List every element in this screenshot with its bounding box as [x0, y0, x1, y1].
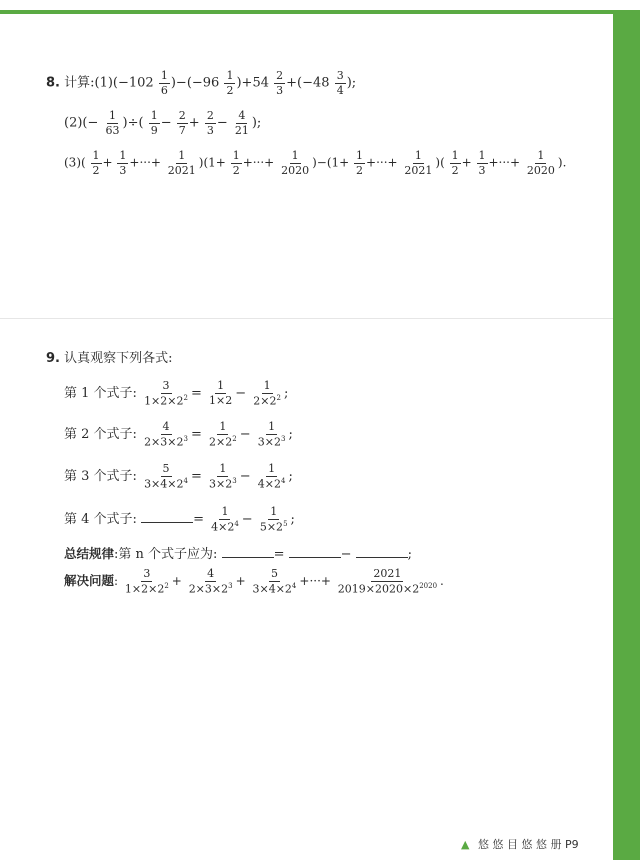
fraction: $\frac{1}{2021}$	[404, 149, 433, 177]
fraction: $\frac{4}{21}$	[234, 109, 249, 137]
fraction: $\frac{1}{4\times 2^4}$	[257, 462, 286, 491]
fraction: $\frac{5}{3\times 4\times 2^4}$	[252, 567, 297, 596]
expr-text: )(	[435, 155, 445, 170]
fraction: $\frac{2021}{2019\times 2020\times 2^{2020}}$	[337, 567, 438, 596]
fraction: $\frac{1}{2}$	[451, 149, 459, 177]
expr-text: )+54	[236, 75, 269, 91]
problem-8-intro: 计算:	[64, 75, 95, 91]
fraction: $\frac{1}{2}$	[232, 149, 240, 177]
fraction: $\frac{1}{2\times 2^2}$	[209, 420, 237, 449]
page-fold-line	[0, 318, 613, 319]
solve-row: 解决问题: $\frac{3}{1\times 2\times 2^2}$ + $\frac{4}{2\times 3\times 2^3}$ + $\frac{5}{3\times 4\times 2^4}$ +···+ $\frac{2021}{2019\times 2020\times 2^{2020}}$ .	[64, 567, 444, 596]
expr-text: +	[102, 155, 113, 170]
answer-blank[interactable]	[356, 545, 408, 558]
expr-text: )−(1+	[312, 155, 350, 170]
expr-text: )÷(	[122, 115, 144, 131]
expr-text: +	[188, 115, 200, 131]
expr-text: +···+	[488, 155, 521, 170]
problem-9-heading	[46, 352, 173, 365]
formula-row-2: 第 2 个式子: $\frac{4}{2\times 3\times 2^3}$ = $\frac{1}{2\times 2^2}$ − $\frac{1}{3\times 2^3}$ ;	[64, 420, 293, 449]
answer-blank[interactable]	[141, 510, 193, 523]
problem-8-line-3	[64, 150, 566, 176]
formula-row-3: 第 3 个式子: $\frac{5}{3\times 4\times 2^4}$ = $\frac{1}{3\times 2^3}$ − $\frac{1}{4\times 2^4}$ ;	[64, 462, 293, 491]
fraction: $\frac{2}{7}$	[178, 109, 186, 137]
fraction: $\frac{1}{2\times 2^2}$	[253, 379, 281, 408]
page-footer	[461, 836, 579, 852]
footer-text: 悠 悠 目 悠 悠 册 P9	[478, 838, 579, 851]
fraction: $\frac{2}{3}$	[206, 109, 214, 137]
fraction: $\frac{4}{2\times 3\times 2^3}$	[144, 420, 188, 449]
expr-text: )(1+	[198, 155, 226, 170]
row-label: 第 4 个式子:	[64, 511, 137, 527]
fraction: $\frac{1}{5\times 2^5}$	[259, 505, 288, 534]
expr-text: −	[160, 115, 172, 131]
fraction: $\frac{1}{6}$	[160, 69, 168, 97]
fraction: $\frac{1}{3}$	[119, 149, 127, 177]
fraction: $\frac{1}{3\times 2^3}$	[209, 462, 237, 491]
fraction: $\frac{5}{3\times 4\times 2^4}$	[144, 462, 188, 491]
summary-row: 总结规律:第 n 个式子应为: = − ;	[64, 546, 413, 562]
formula-row-4: 第 4 个式子: = $\frac{1}{4\times 2^4}$ − $\frac{1}{5\times 2^5}$ ;	[64, 505, 295, 534]
expr-text: );	[346, 75, 357, 91]
fraction: $\frac{4}{2\times 3\times 2^3}$	[188, 567, 233, 596]
problem-9-intro: 认真观察下列各式:	[64, 351, 173, 366]
fraction: $\frac{1}{2}$	[92, 149, 100, 177]
formula-row-1: 第 1 个式子: $\frac{3}{1\times 2\times 2^2}$ = $\frac{1}{1\times 2}$ − $\frac{1}{2\times 2^2}$ ;	[64, 379, 289, 408]
row-label: 第 3 个式子:	[64, 468, 137, 484]
expr-text: +···+	[366, 155, 398, 170]
row-label: 第 1 个式子:	[64, 385, 137, 401]
fraction: $\frac{1}{4\times 2^4}$	[211, 505, 239, 534]
expr-text: +···+	[129, 155, 161, 170]
right-green-border	[613, 10, 640, 860]
problem-9-number: 9.	[46, 351, 60, 366]
fraction: $\frac{1}{63}$	[105, 109, 120, 137]
fraction: $\frac{1}{1\times 2}$	[209, 379, 233, 407]
fraction: $\frac{1}{3}$	[478, 149, 486, 177]
expr-text: −	[216, 115, 228, 131]
fraction: $\frac{1}{2}$	[356, 149, 364, 177]
fraction: $\frac{2}{3}$	[276, 69, 284, 97]
expr-text: +···+	[242, 155, 275, 170]
answer-blank[interactable]	[289, 545, 341, 558]
expr-text: );	[251, 115, 262, 131]
summary-label: 总结规律	[64, 546, 115, 561]
problem-8-line-1	[46, 70, 356, 96]
summary-text: :第 n 个式子应为:	[114, 547, 218, 562]
expr-text: (3)(	[64, 155, 86, 170]
expr-text: )−(−96	[170, 75, 220, 91]
fraction: $\frac{1}{2020}$	[281, 149, 310, 177]
leaf-icon: ▲	[461, 838, 470, 851]
expr-text: (1)(−102	[94, 75, 154, 91]
answer-blank[interactable]	[222, 545, 274, 558]
fraction: $\frac{1}{3\times 2^3}$	[257, 420, 286, 449]
fraction: $\frac{3}{1\times 2\times 2^2}$	[144, 379, 188, 408]
fraction: $\frac{1}{2020}$	[526, 149, 555, 177]
problem-8-line-2	[64, 110, 261, 136]
expr-text: ).	[557, 155, 567, 170]
expr-text: (2)(−	[64, 115, 99, 131]
fraction: $\frac{1}{2}$	[226, 69, 234, 97]
expr-text: +(−48	[286, 75, 330, 91]
fraction: $\frac{1}{9}$	[150, 109, 158, 137]
fraction: $\frac{3}{1\times 2\times 2^2}$	[124, 567, 169, 596]
solve-label: 解决问题	[64, 572, 115, 588]
row-label: 第 2 个式子:	[64, 426, 137, 442]
top-green-border	[0, 10, 615, 14]
problem-8-number: 8.	[46, 75, 60, 91]
expr-text: +	[461, 155, 472, 170]
fraction: $\frac{1}{2021}$	[167, 149, 196, 177]
fraction: $\frac{3}{4}$	[336, 69, 344, 97]
